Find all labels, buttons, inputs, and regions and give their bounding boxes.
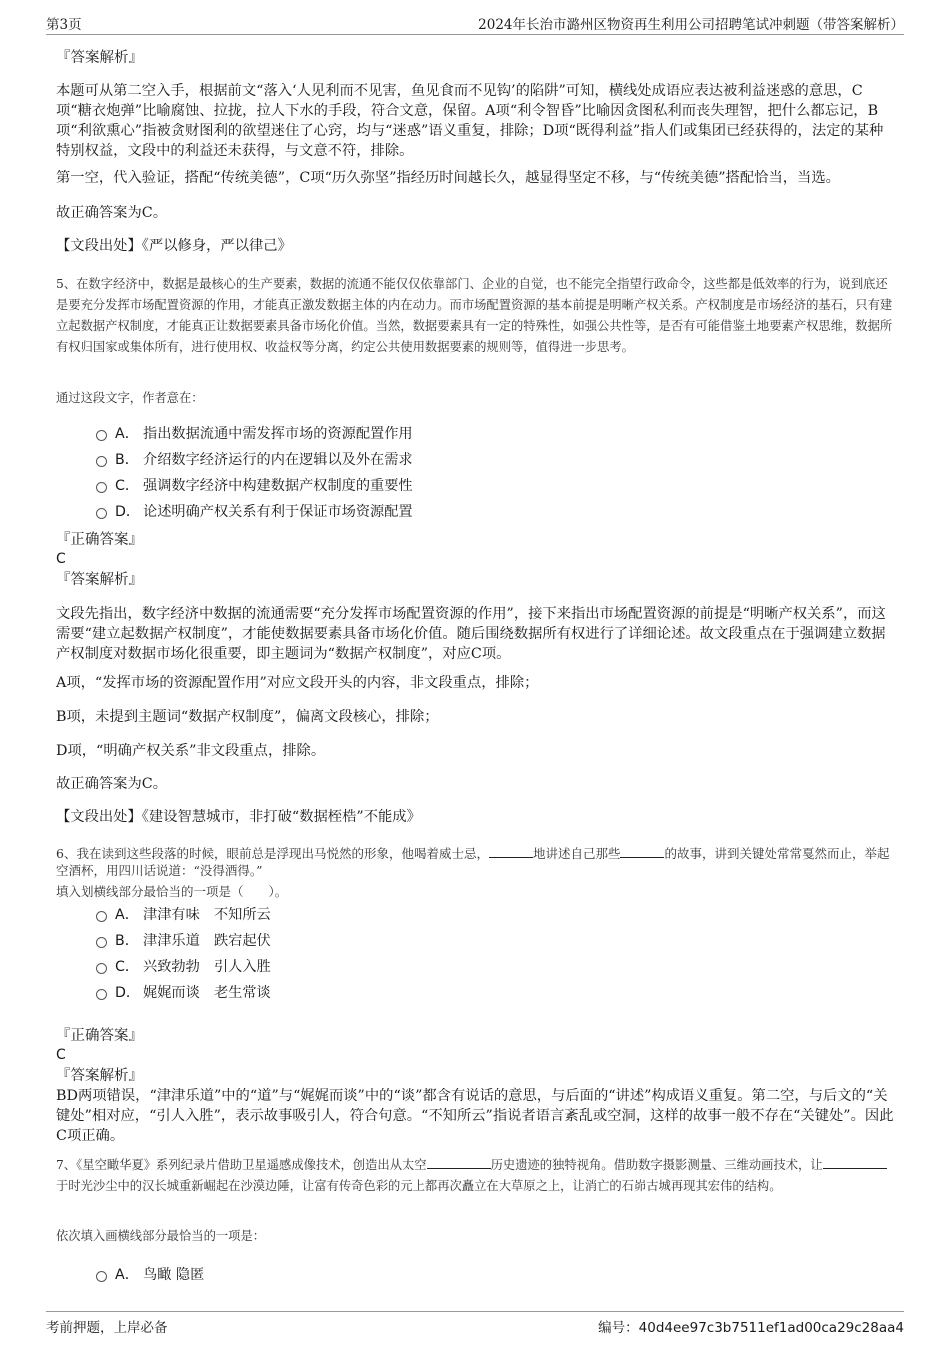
radio-icon[interactable] (96, 430, 107, 441)
q5-option-b[interactable]: B． 介绍数字经济运行的内在逻辑以及外在需求 (96, 450, 413, 470)
q6-question: 填入划横线部分最恰当的一项是（ ）。 (56, 884, 288, 899)
blank-2 (620, 845, 664, 858)
radio-icon[interactable] (96, 963, 107, 974)
q6-option-c[interactable]: C． 兴致勃勃 引人入胜 (96, 957, 271, 977)
q5-option-d[interactable]: D． 论述明确产权关系有利于保证市场资源配置 (96, 502, 413, 522)
blank-1 (427, 1156, 491, 1169)
q5-correct-label: 『正确答案』 (56, 532, 143, 548)
q4-analysis-p1: 本题可从第二空入手，根据前文“落入‘人见利而不见害，鱼见食而不见钩’的陷阱”可知，横线处成语应表达被利益迷惑的意思，C项“糖衣炮弹”比喻腐蚀、拉拢，拉人下水的手段，符合文意，保留。A项“利令智昏”比喻因贪图私利而丧失理智，把什么都忘记，B项“利欲熏心”指被贪财图利的欲望迷住了心窍，均与“迷惑”语义重复，排除；D项“既得利益”指人们或集团已经获得的，法定的某种特别权益，文段中的利益还未获得，与文意不符，排除。 (56, 83, 884, 159)
q7-question: 依次填入画横线部分最恰当的一项是： (56, 1229, 266, 1243)
radio-icon[interactable] (96, 989, 107, 1000)
q6-correct-label: 『正确答案』 (56, 1028, 143, 1044)
document-title: 2024年长治市潞州区物资再生利用公司招聘笔试冲刺题（带答案解析） (478, 17, 904, 33)
q6-option-b[interactable]: B． 津津乐道 跌宕起伏 (96, 931, 271, 951)
page-header (46, 12, 904, 35)
q6-analysis-label: 『答案解析』 (56, 1068, 143, 1084)
page-number: 第3页 (46, 17, 82, 33)
q5-analysis-p1: 文段先指出，数字经济中数据的流通需要“充分发挥市场配置资源的作用”，接下来指出市场配置资源的前提是“明晰产权关系”，而这需要“建立起数据产权制度”，才能使数据要素具备市场化价值。随后围绕数据所有权进行了详细论述。故文段重点在于强调建立数据产权制度对数据市场化很重要，即主题词为“数据产权制度”，对应C项。 (56, 606, 886, 662)
blank-2 (823, 1156, 887, 1169)
page-footer (46, 1311, 904, 1338)
q4-analysis-p2: 第一空，代入验证，搭配“传统美德”，C项“历久弥坚”指经历时间越长久，越显得坚定不移，与“传统美德”搭配恰当，当选。 (56, 170, 840, 186)
q5-analysis-p5: 故正确答案为C。 (56, 776, 168, 792)
footer-slogan: 考前押题，上岸必备 (46, 1320, 168, 1336)
q5-question: 通过这段文字，作者意在： (56, 391, 204, 405)
q6-stem: 6、我在读到这些段落的时候，眼前总是浮现出马悦然的形象，他喝着威士忌， 地讲述自己那些 的故事，讲到关键处常常戛然而止，举起空酒杯，用四川话说道：“没得酒得。” (56, 846, 890, 878)
q5-analysis-label: 『答案解析』 (56, 572, 143, 588)
radio-icon[interactable] (96, 508, 107, 519)
q5-analysis-p2: A项，“发挥市场的资源配置作用”对应文段开头的内容，非文段重点，排除； (56, 675, 539, 691)
radio-icon[interactable] (96, 482, 107, 493)
q5-option-a[interactable]: A． 指出数据流通中需发挥市场的资源配置作用 (96, 424, 413, 444)
q7-stem: 7、《星空瞰华夏》系列纪录片借助卫星遥感成像技术，创造出从太空 历史遗迹的独特视角。借助数字摄影测量、三维动画技术，让于时光沙尘中的汉长城重新崛起在沙漠边陲，让富有传奇色彩的元上都再次矗立在大草原之上，让消亡的石峁古城再现其宏伟的结构。 (56, 1155, 894, 1197)
q5-analysis-p4: D项，“明确产权关系”非文段重点，排除。 (56, 743, 326, 759)
q5-stem: 5、在数字经济中，数据是最核心的生产要素，数据的流通不能仅仅依靠部门、企业的自觉，也不能完全指望行政命令，这些都是低效率的行为，说到底还是要充分发挥市场配置资源的作用，才能真正激发数据主体的内在动力。而市场配置资源的基本前提是明晰产权关系。产权制度是市场经济的基石，只有建立起数据产权制度，才能真正让数据要素具备市场化价值。当然，数据要素具有一定的特殊性，如强公共性等，是否有可能借鉴土地要素产权思维，数据所有权归国家或集体所有，进行使用权、收益权等分离，约定公共使用数据要素的规则等，值得进一步思考。 (56, 277, 893, 354)
q4-analysis-p3: 故正确答案为C。 (56, 205, 168, 221)
q5-option-c[interactable]: C． 强调数字经济中构建数据产权制度的重要性 (96, 476, 413, 496)
q5-analysis-p3: B项，未提到主题词“数据产权制度”，偏离文段核心，排除； (56, 709, 439, 725)
blank-1 (489, 845, 533, 858)
q6-option-a[interactable]: A． 津津有味 不知所云 (96, 905, 271, 925)
q6-correct-answer: C (56, 1047, 66, 1063)
q4-analysis-label: 『答案解析』 (56, 50, 143, 66)
radio-icon[interactable] (96, 937, 107, 948)
radio-icon[interactable] (96, 911, 107, 922)
q6-analysis-p1: BD两项错误，“津津乐道”中的“道”与“娓娓而谈”中的“谈”都含有说话的意思，与后面的“讲述”构成语义重复。第二空，与后文的“关键处”相对应，“引人入胜”，表示故事吸引人，符合句意。“不知所云”指说者语言紊乱或空洞，这样的故事一般不存在“关键处”。因此C项正确。 (56, 1088, 894, 1144)
q7-option-a[interactable]: A． 鸟瞰 隐匿 (96, 1265, 204, 1285)
document-code: 编号：40d4ee97c3b7511ef1ad00ca29c28aa4 (598, 1320, 904, 1336)
radio-icon[interactable] (96, 1271, 107, 1282)
q6-option-d[interactable]: D． 娓娓而谈 老生常谈 (96, 983, 271, 1003)
q5-source: 【文段出处】《建设智慧城市，非打破“数据桎梏”不能成》 (56, 809, 421, 825)
q5-correct-answer: C (56, 551, 66, 567)
q4-source: 【文段出处】《严以修身，严以律己》 (56, 238, 292, 254)
radio-icon[interactable] (96, 456, 107, 467)
